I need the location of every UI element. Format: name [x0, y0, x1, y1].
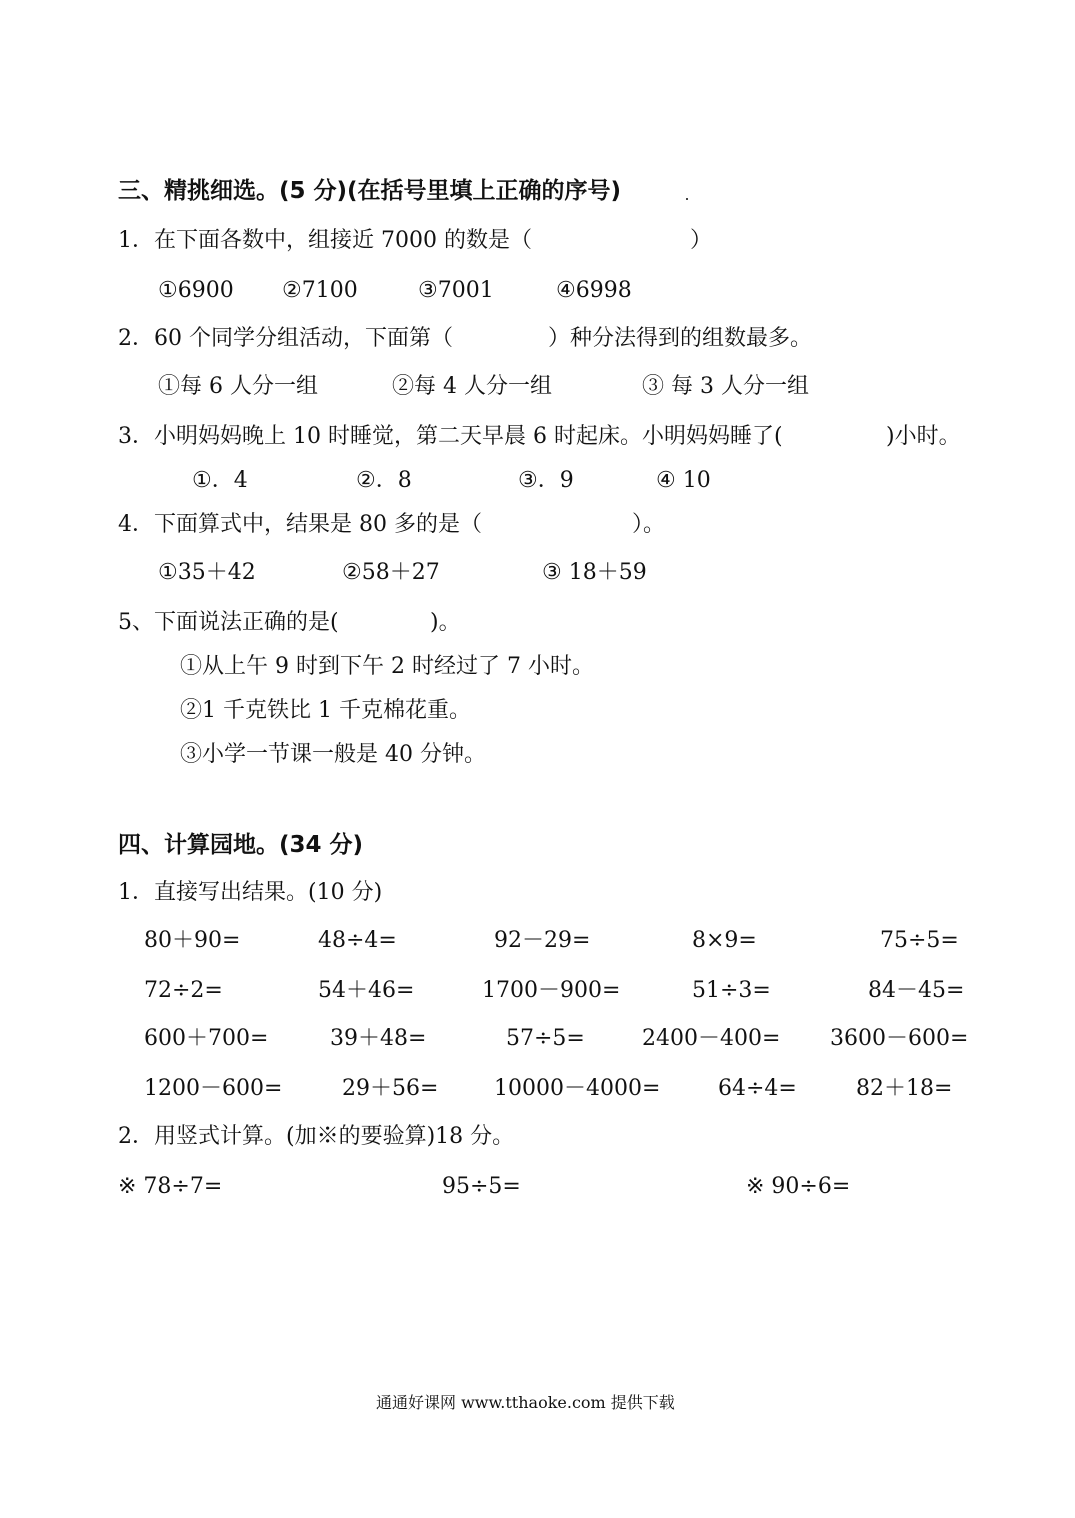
- calc-r1-c5: 75÷5=: [880, 928, 959, 953]
- q3-option-3: ③．9: [518, 468, 574, 493]
- calc-r3-c3: 57÷5=: [506, 1026, 585, 1051]
- calc-r4-c3: 10000－4000=: [494, 1076, 661, 1101]
- calc-r4-c4: 64÷4=: [718, 1076, 797, 1101]
- q2-option-2: ②每 4 人分一组: [392, 374, 552, 399]
- calc-r4-c1: 1200－600=: [144, 1076, 283, 1101]
- q5-option-2: ②1 千克铁比 1 千克棉花重。: [180, 698, 471, 723]
- q1-text: 1．在下面各数中，组接近 7000 的数是（: [118, 228, 532, 253]
- q2-option-3: ③ 每 3 人分一组: [642, 374, 809, 399]
- calc-r1-c1: 80＋90=: [144, 928, 241, 953]
- q3-text: 3．小明妈妈晚上 10 时睡觉，第二天早晨 6 时起床。小明妈妈睡了(: [118, 424, 783, 449]
- section4-title: 四、计算园地。(34 分): [118, 832, 364, 858]
- stray-mark: [686, 198, 688, 200]
- p1-text: 1．直接写出结果。(10 分): [118, 880, 383, 905]
- q1-close-paren: ）: [690, 228, 713, 253]
- calc-r3-c1: 600＋700=: [144, 1026, 269, 1051]
- q2-text-after: ）种分法得到的组数最多。: [548, 326, 813, 351]
- calc-r3-c2: 39＋48=: [330, 1026, 427, 1051]
- q2-text: 2．60 个同学分组活动，下面第（: [118, 326, 453, 351]
- q3-option-2: ②．8: [356, 468, 412, 493]
- q5-option-3: ③小学一节课一般是 40 分钟。: [180, 742, 486, 767]
- vertical-calc-3: ※ 90÷6=: [746, 1174, 851, 1199]
- vertical-calc-1: ※ 78÷7=: [118, 1174, 223, 1199]
- q2-option-1: ①每 6 人分一组: [158, 374, 318, 399]
- q3-text-after: )小时。: [886, 424, 961, 449]
- q1-option-2: ②7100: [282, 278, 358, 303]
- vertical-calc-2: 95÷5=: [442, 1174, 521, 1199]
- q4-text-after: ）。: [632, 512, 666, 537]
- calc-r2-c1: 72÷2=: [144, 978, 223, 1003]
- calc-r1-c2: 48÷4=: [318, 928, 397, 953]
- footer-source: 通通好课网 www.tthaoke.com 提供下载: [376, 1393, 675, 1412]
- calc-r2-c2: 54＋46=: [318, 978, 415, 1003]
- q4-option-3: ③ 18＋59: [542, 560, 647, 585]
- q4-option-1: ①35＋42: [158, 560, 256, 585]
- q4-option-2: ②58＋27: [342, 560, 440, 585]
- calc-r2-c3: 1700－900=: [482, 978, 621, 1003]
- calc-r3-c5: 3600－600=: [830, 1026, 969, 1051]
- q3-option-4: ④ 10: [656, 468, 711, 493]
- q5-text-after: )。: [430, 610, 461, 635]
- q1-option-4: ④6998: [556, 278, 632, 303]
- q3-option-1: ①．4: [192, 468, 248, 493]
- section3-title: 三、精挑细选。(5 分)(在括号里填上正确的序号): [118, 178, 622, 204]
- calc-r1-c3: 92－29=: [494, 928, 591, 953]
- q1-option-1: ①6900: [158, 278, 234, 303]
- calc-r2-c4: 51÷3=: [692, 978, 771, 1003]
- calc-r4-c2: 29＋56=: [342, 1076, 439, 1101]
- calc-r1-c4: 8×9=: [692, 928, 757, 953]
- calc-r2-c5: 84－45=: [868, 978, 965, 1003]
- q4-text: 4．下面算式中，结果是 80 多的是（: [118, 512, 482, 537]
- calc-r3-c4: 2400－400=: [642, 1026, 781, 1051]
- p2-text: 2．用竖式计算。(加※的要验算)18 分。: [118, 1124, 515, 1149]
- q5-text: 5、下面说法正确的是(: [118, 610, 339, 635]
- calc-r4-c5: 82＋18=: [856, 1076, 953, 1101]
- q1-option-3: ③7001: [418, 278, 494, 303]
- q5-option-1: ①从上午 9 时到下午 2 时经过了 7 小时。: [180, 654, 594, 679]
